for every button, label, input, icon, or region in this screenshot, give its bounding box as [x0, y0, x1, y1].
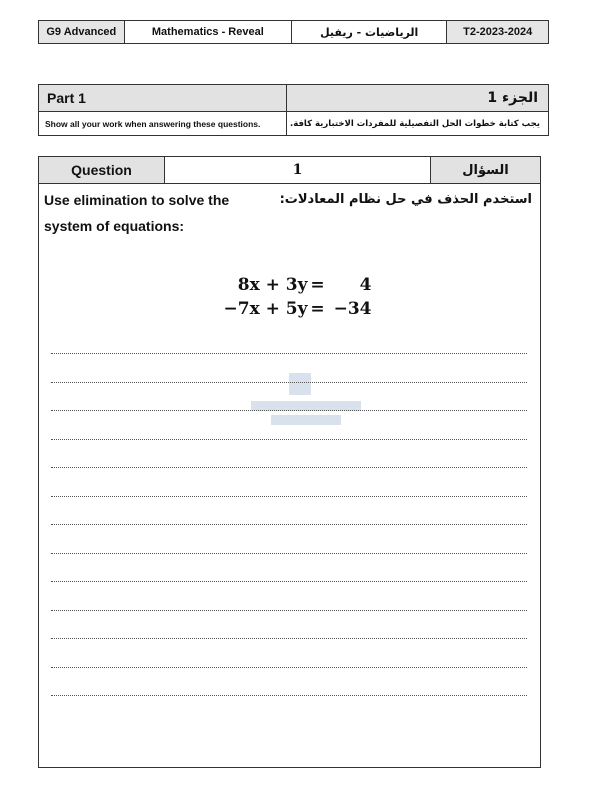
part-instruction-en: Show all your work when answering these questions.	[39, 112, 287, 136]
answer-line	[51, 410, 527, 411]
equation-rhs: −34	[333, 299, 372, 319]
answer-line	[51, 496, 527, 497]
part-label-ar: الجزء 1	[487, 90, 538, 106]
answer-lines	[51, 353, 527, 724]
equation-system	[39, 273, 540, 321]
question-label-en: Question	[39, 157, 165, 183]
equation-sign: =	[310, 299, 325, 319]
equation-lhs: −7x + 5y	[223, 299, 308, 319]
grade-label: G9 Advanced	[39, 21, 125, 43]
equation-lhs: 8x + 3y	[237, 275, 308, 295]
answer-line	[51, 695, 527, 696]
answer-line	[51, 467, 527, 468]
part-instruction-ar: يجب كتابة خطوات الحل التفصيلية للمفردات الاختبارية كافة.	[289, 119, 540, 129]
answer-line	[51, 667, 527, 668]
equation-sign: =	[310, 275, 325, 295]
header-bar	[38, 20, 549, 44]
answer-line	[51, 581, 527, 582]
answer-line	[51, 553, 527, 554]
question-prompt-en	[44, 187, 284, 239]
subject-ar: الرياضيات - ريفيل	[292, 21, 447, 43]
subject-en: Mathematics - Reveal	[125, 21, 292, 43]
prompt-line-1: Use elimination to solve the	[44, 192, 230, 208]
equation-1	[39, 273, 540, 297]
question-number: 1	[292, 162, 303, 178]
answer-line	[51, 638, 527, 639]
part-label-en: Part 1	[39, 85, 287, 111]
equation-2	[39, 297, 540, 321]
question-label-ar: السؤال	[430, 157, 540, 183]
part-box	[38, 84, 549, 136]
answer-line	[51, 439, 527, 440]
equation-rhs: 4	[359, 275, 372, 295]
answer-line	[51, 610, 527, 611]
question-prompt-ar: استخدم الحذف في حل نظام المعادلات:	[279, 192, 532, 207]
term-label: T2-2023-2024	[447, 21, 548, 43]
question-box	[38, 156, 541, 768]
answer-line	[51, 382, 527, 383]
answer-line	[51, 524, 527, 525]
answer-line	[51, 353, 527, 354]
prompt-line-2: system of equations:	[44, 218, 185, 234]
